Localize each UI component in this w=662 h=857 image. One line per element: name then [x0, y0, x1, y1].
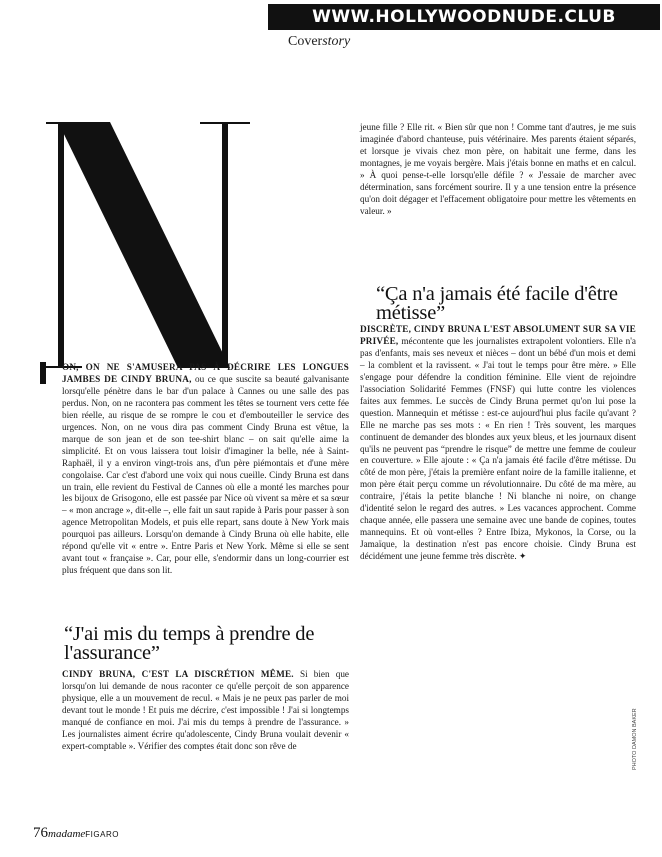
article-column-left-top [62, 362, 349, 577]
article-column-right-bottom [360, 324, 636, 563]
lead-in: DISCRÈTE, CINDY BRUNA L'EST ABSOLUMENT SUR SA VIE PRIVÉE, [360, 324, 636, 346]
magazine-name: madame [48, 828, 86, 840]
dropcap-letter [18, 118, 270, 378]
body-text: ou ce que suscite sa beauté galvanisante lorsqu'elle pénètre dans le bar d'un palace à Cannes ou une salle des pas perdus. Non, on ne racontera pas comment les têtes se tournent vers cette fée bien réelle, au risque de se rompre le cou et d'embouteiller le service des urgences. Non, on ne vous dira pas comment Cindy Bruna est vêtue, la marque de son jean et de son tee-shirt blanc – on sait qu'elle aime la simplicité. Et on vous laissera tout loisir d'imaginer la belle, née à Saint-Raphaël, il y a environ vingt-trois ans, d'un père piémontais et d'une mère congolaise. Car c'est d'abord une voix qui nous cueille. Cindy Bruna est dans un train, elle revient du Festival de Cannes où elle a monté les marches pour les bijoux de Grisogono, elle est passée par Nice où vivent sa mère et sa sœur – « mon ancrage », dit-elle –, elle fait un saut rapide à Paris pour passer à son agence Metropolitan Models, et puis elle repart, sans doute à New York mais pourquoi pas ailleurs. Lorsqu'on demande à Cindy Bruna où elle habite, elle répond qu'elle vit « entre ». Entre Paris et New York. Même si elle se sent avant tout « française ». Car, pour elle, s'endormir dans un long-courrier est plus fréquent que dans son lit. [62, 373, 349, 576]
body-text: mécontente que les journalistes extrapolent volontiers. Elle n'a pas d'enfants, mais ses neveux et nièces – dont un bébé d'un mois et demi – la comblent et la ravissent. « J'ai tout le temps pour être mère. » Elle s'engage pour défendre la condition féminine. Elle vient de rejoindre l'association Solidarité Femmes (FNSF) qui lutte contre les violences faites aux femmes. Le succès de Cindy Bruna permet qu'on lui pose la question. Mannequin et métisse : est-ce aujourd'hui plus facile qu'avant ? Elle ne marche pas ses mots : « En rien ! Très souvent, les marques continuent de demander des blondes aux yeux bleus, et les journaux disent qu'ils ne peuvent pas “prendre le risque” de mettre une femme de couleur en couverture. » Elle ajoute : « Ça n'a jamais été facile d'être métisse. Du côté de mon père, j'étais la première enfant noire de la famille italienne, et mon père était perçu comme un révolutionnaire. Du côté de ma mère, au contraire, j'étais la petite blanche ! Ni blanche ni noire, on change d'identité selon le regard des autres. » Les vacances approchent. Comme chaque année, elle passera une semaine avec une bande de copines, toutes mannequins. Et où vont-elles ? Entre Ibiza, Mykonos, la Corse, ou la Jamaïque, la destination n'est pas encore choisie. Cindy Bruna est décidément une jeune femme très discrète. ✦ [360, 335, 636, 562]
section-label: Coverstory [288, 34, 351, 49]
photo-credit: PHOTO DAMON BAKER [632, 708, 638, 770]
page-number: 76 [33, 825, 48, 841]
pull-quote-right: “Ça n'a jamais été facile d'être métisse” [376, 283, 618, 324]
magazine-brand: FIGARO [85, 830, 119, 839]
lead-in: ON, ON NE S'AMUSERA PAS À DÉCRIRE LES LONGUES JAMBES DE CINDY BRUNA, [62, 362, 349, 384]
watermark-banner: WWW.HOLLYWOODNUDE.CLUB [268, 4, 660, 30]
photo-credit-wrapper [632, 708, 662, 776]
page-footer [33, 825, 119, 842]
pull-quote-left: “J'ai mis du temps à prendre de l'assurance” [64, 623, 315, 664]
lead-in: CINDY BRUNA, C'EST LA DISCRÉTION MÊME. [62, 669, 294, 679]
article-column-right-top [360, 122, 636, 218]
body-text: Si bien que lorsqu'on lui demande de nous raconter ce qu'elle perçoit de son apparence physique, elle a un mouvement de recul. « Mais je ne peux pas parler de moi devant tout le monde ! Et puis me décrire, c'est impossible ! J'ai si longtemps manqué de confiance en moi. J'ai mis du temps à prendre de l'assurance. » Les journalistes aiment écrire qu'adolescente, Cindy Bruna voulait devenir « expert-comptable ». Vérifier des comptes était donc son rêve de [62, 669, 349, 751]
article-column-left-bottom [62, 669, 349, 753]
body-text: jeune fille ? Elle rit. « Bien sûr que non ! Comme tant d'autres, je me suis imaginée d'abord chanteuse, puis vétérinaire. Mes parents étaient séparés, et lorsque je vivais chez mon père, on habitait une ferme, dans les montagnes, je me voyais bergère. Mais j'étais bonne en maths et en calcul. » À quoi pense-t-elle lorsqu'elle défile ? « J'essaie de marcher avec détermination, sans forcément sourire. Il y a une tension entre la présence qu'on doit dégager et l'effacement obligatoire pour mettre les vêtements en valeur. » [360, 122, 636, 216]
dropcap-tail [40, 362, 46, 384]
